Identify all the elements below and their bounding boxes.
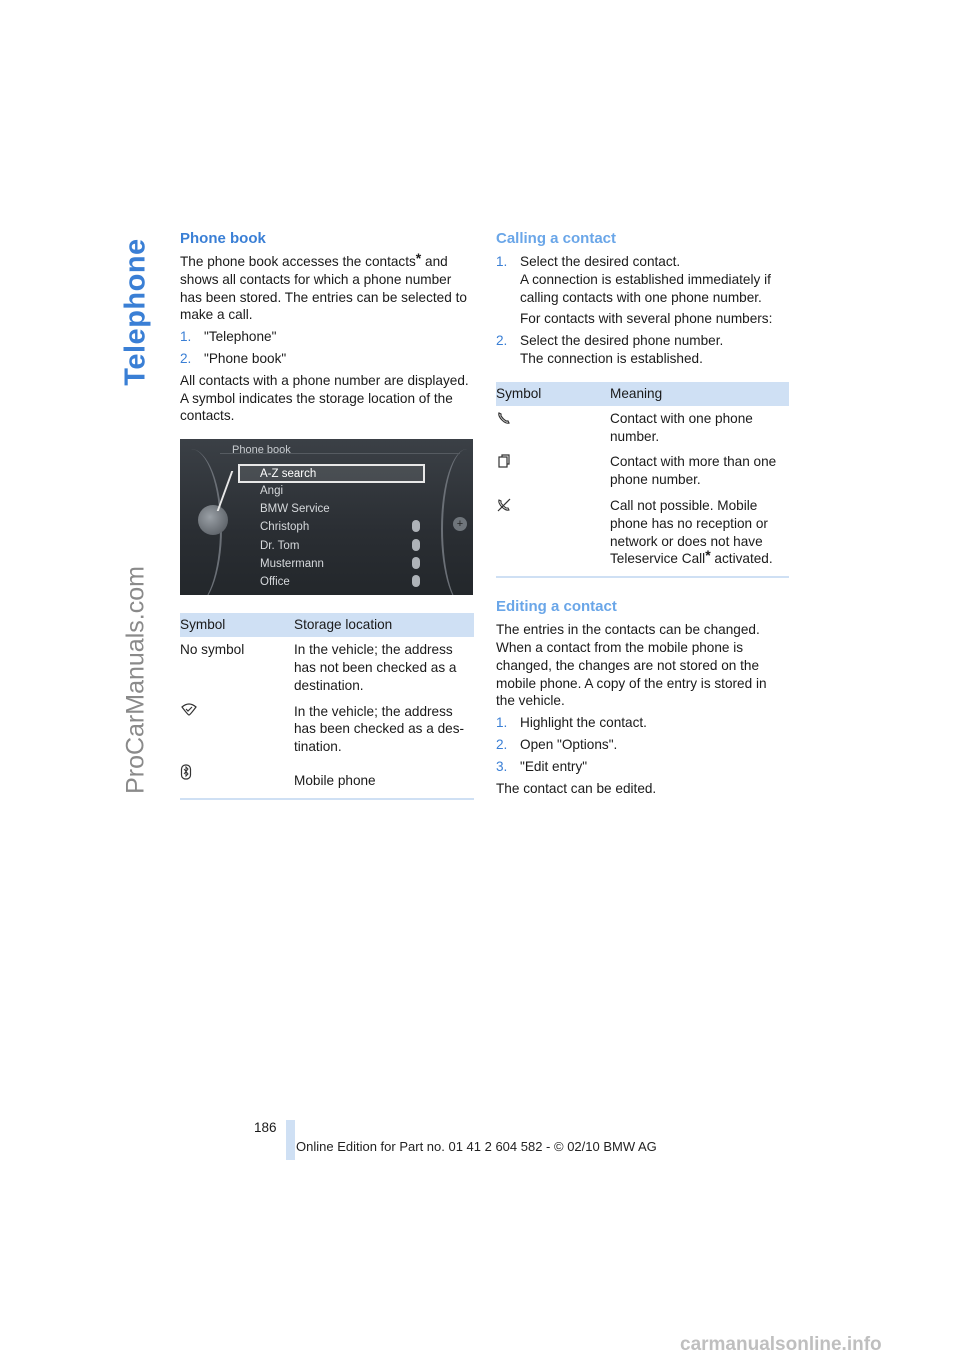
step-item: 1. Select the desired contact. A connection is established immediately if calling contacts with one phone number. — [496, 254, 771, 305]
step-note: For contacts with several phone numbers: — [520, 311, 773, 327]
step-item: 2. Select the desired phone number. The connection is established. — [496, 333, 724, 366]
step-item: 2. Open "Options". — [496, 736, 618, 752]
table-header: Symbol — [180, 613, 294, 637]
editing-paragraph: The entries in the contacts can be changed. When a contact from the mobile phone is changed, the changes are not stored on the mobile phone. A copy of the entry is stored in the vehicle. — [496, 622, 767, 709]
screen-row: Dr. Tom — [260, 538, 299, 556]
step-item: 1. Highlight the contact. — [496, 715, 647, 731]
checked-destination-icon — [180, 703, 198, 717]
screen-selected-row: A-Z search — [238, 464, 425, 483]
multiple-handset-icon — [496, 453, 512, 469]
table-row: Contact with more than one phone number. — [496, 449, 789, 493]
section-title: Telephone — [119, 238, 152, 386]
editing-contact-heading: Editing a contact — [496, 598, 617, 616]
phone-book-screenshot — [180, 439, 473, 595]
table-header: Meaning — [610, 382, 789, 406]
phone-book-intro: The phone book accesses the contacts* and shows all contacts for which a phone number has been stored. The entries can be selected to make a call. — [180, 250, 467, 323]
symbol-meaning-table — [496, 382, 789, 578]
calling-contact-heading: Calling a contact — [496, 230, 617, 247]
step-item: 2. "Phone book" — [180, 350, 287, 366]
screen-row: Christoph — [260, 519, 309, 537]
contacts-note: All contacts with a phone number are displayed. A symbol indicates the storage location of the contacts. — [180, 372, 469, 424]
screen-row: Office — [260, 574, 290, 592]
step-item: 3. "Edit entry" — [496, 758, 588, 774]
plus-icon: + — [453, 517, 467, 531]
screen-row: Angi — [260, 485, 284, 498]
right-column — [496, 230, 789, 801]
screen-row: BMW Service — [260, 503, 330, 516]
screen-row: Mustermann — [260, 556, 324, 574]
bluetooth-icon — [412, 557, 420, 569]
left-column — [180, 230, 474, 800]
table-row: Contact with one phone number. — [496, 406, 789, 450]
table-row: Mobile phone — [180, 760, 474, 799]
footer-edition: Online Edition for Part no. 01 41 2 604 582 - © 02/10 BMW AG — [296, 1139, 657, 1154]
page-number: 186 — [254, 1120, 277, 1135]
phone-book-heading: Phone book — [180, 230, 266, 247]
side-watermark: ProCarManuals.com — [121, 566, 150, 794]
table-header: Storage location — [294, 613, 474, 637]
screen-title: Phone book — [232, 444, 291, 457]
editing-closing: The contact can be edited. — [496, 780, 657, 796]
bluetooth-icon — [412, 575, 420, 587]
single-handset-icon — [496, 410, 512, 426]
mobile-phone-icon — [180, 764, 192, 780]
footer-accent-bar — [286, 1120, 295, 1160]
bluetooth-icon — [412, 539, 420, 551]
footer-watermark: carmanualsonline.info — [680, 1334, 882, 1355]
call-not-possible-icon — [496, 497, 512, 513]
table-row: No symbol In the vehicle; the address has not been checked as a destination. — [180, 642, 457, 693]
table-header: Symbol — [496, 382, 610, 406]
step-item: 1. "Telephone" — [180, 329, 277, 345]
table-row: In the vehicle; the address has been checked as a des-tination. — [180, 699, 474, 760]
bluetooth-icon — [412, 520, 420, 532]
table-row: Call not possible. Mobile phone has no reception or network or does not have Teleservice Call* activated. — [496, 493, 789, 577]
storage-location-table — [180, 613, 474, 800]
